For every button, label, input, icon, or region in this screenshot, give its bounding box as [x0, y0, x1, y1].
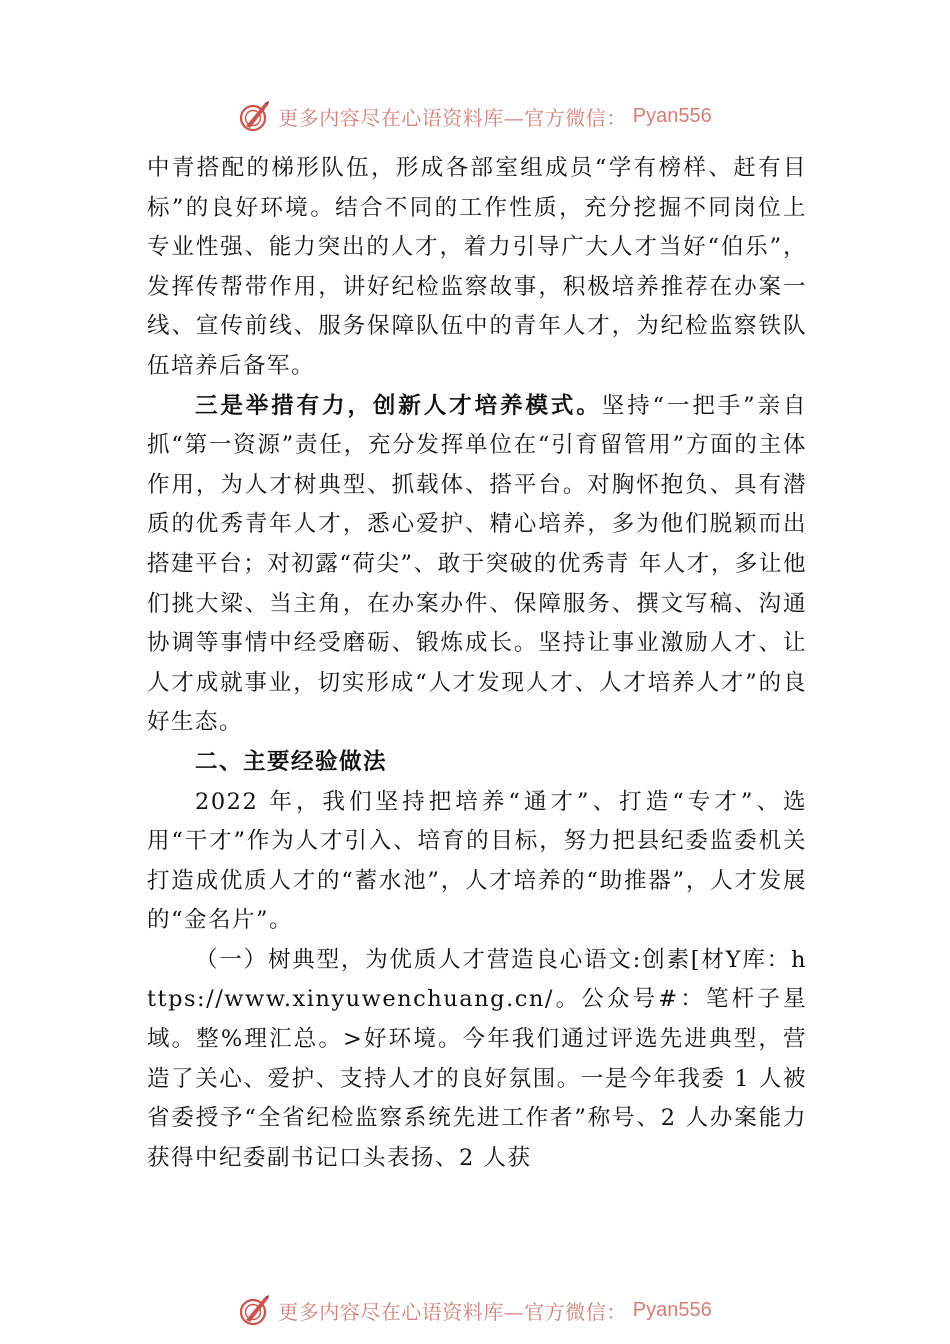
- watermark-text: 更多内容尽在心语资料库—官方微信：: [278, 105, 627, 130]
- section-heading: 二、主要经验做法: [195, 748, 388, 775]
- wechat-id: Pyan556: [632, 104, 712, 127]
- watermark-banner-bottom: [0, 1290, 950, 1330]
- paragraph-2022: 2022 年，我们坚持把培养“通才”、打造“专才”、选用“干才”作为人才引入、培育的目标，努力把县纪委监委机关打造成优质人才的“蓄水池”，人才培养的“助推器”，人才发展的“金名片”。: [147, 788, 807, 934]
- watermark-text: 更多内容尽在心语资料库—官方微信：: [278, 1299, 627, 1324]
- paragraph-continued: 中青搭配的梯形队伍，形成各部室组成员“学有榜样、赶有目标”的良好环境。结合不同的工作性质，充分挖掘不同岗位上专业性强、能力突出的人才，着力引导广大人才当好“伯乐”，发挥传帮带作用，讲好纪检监察故事，积极培养推荐在办案一线、宣传前线、服务保障队伍中的青年人才，为纪检监察铁队伍培养后备军。: [147, 155, 807, 379]
- paragraph-lead-bold: 三是举措有力，创新人才培养模式。: [195, 392, 602, 419]
- quill-pen-logo-icon: [238, 99, 272, 133]
- paragraph-measures: [147, 387, 807, 743]
- wechat-id: Pyan556: [632, 1298, 712, 1321]
- document-body: [147, 149, 807, 1178]
- paragraph-measures-body: 坚持“一把手”亲自抓“第一资源”责任，充分发挥单位在“引育留管用”方面的主体作用，为人才树典型、抓载体、搭平台。对胸怀抱负、具有潜质的优秀青年人才，悉心爱护、精心培养，多为他们脱颖而出搭建平台；对初露“荷尖”、敢于突破的优秀青 年人才，多让他们挑大梁、当主角，在办案办件、保障服务、撰文写稿、沟通协调等事情中经受磨砺、锻炼成长。坚持让事业激励人才、让人才成就事业，切实形成“人才发现人才、人才培养人才”的良好生态。: [147, 392, 807, 736]
- quill-pen-logo-icon: [238, 1293, 272, 1327]
- watermark-banner-top: [0, 96, 950, 136]
- paragraph-typical: （一）树典型，为优质人才营造良心语文:创素[材Y库：https://www.xinyuwenchuang.cn/。公众号#：笔杆子星域。整%理汇总。>好环境。今年我们通过评选先进典型，营造了关心、爱护、支持人才的良好氛围。一是今年我委 1 人被省委授予“全省纪检监察系统先进工作者”称号、2 人办案能力获得中纪委副书记口头表扬、2 人获: [147, 946, 807, 1171]
